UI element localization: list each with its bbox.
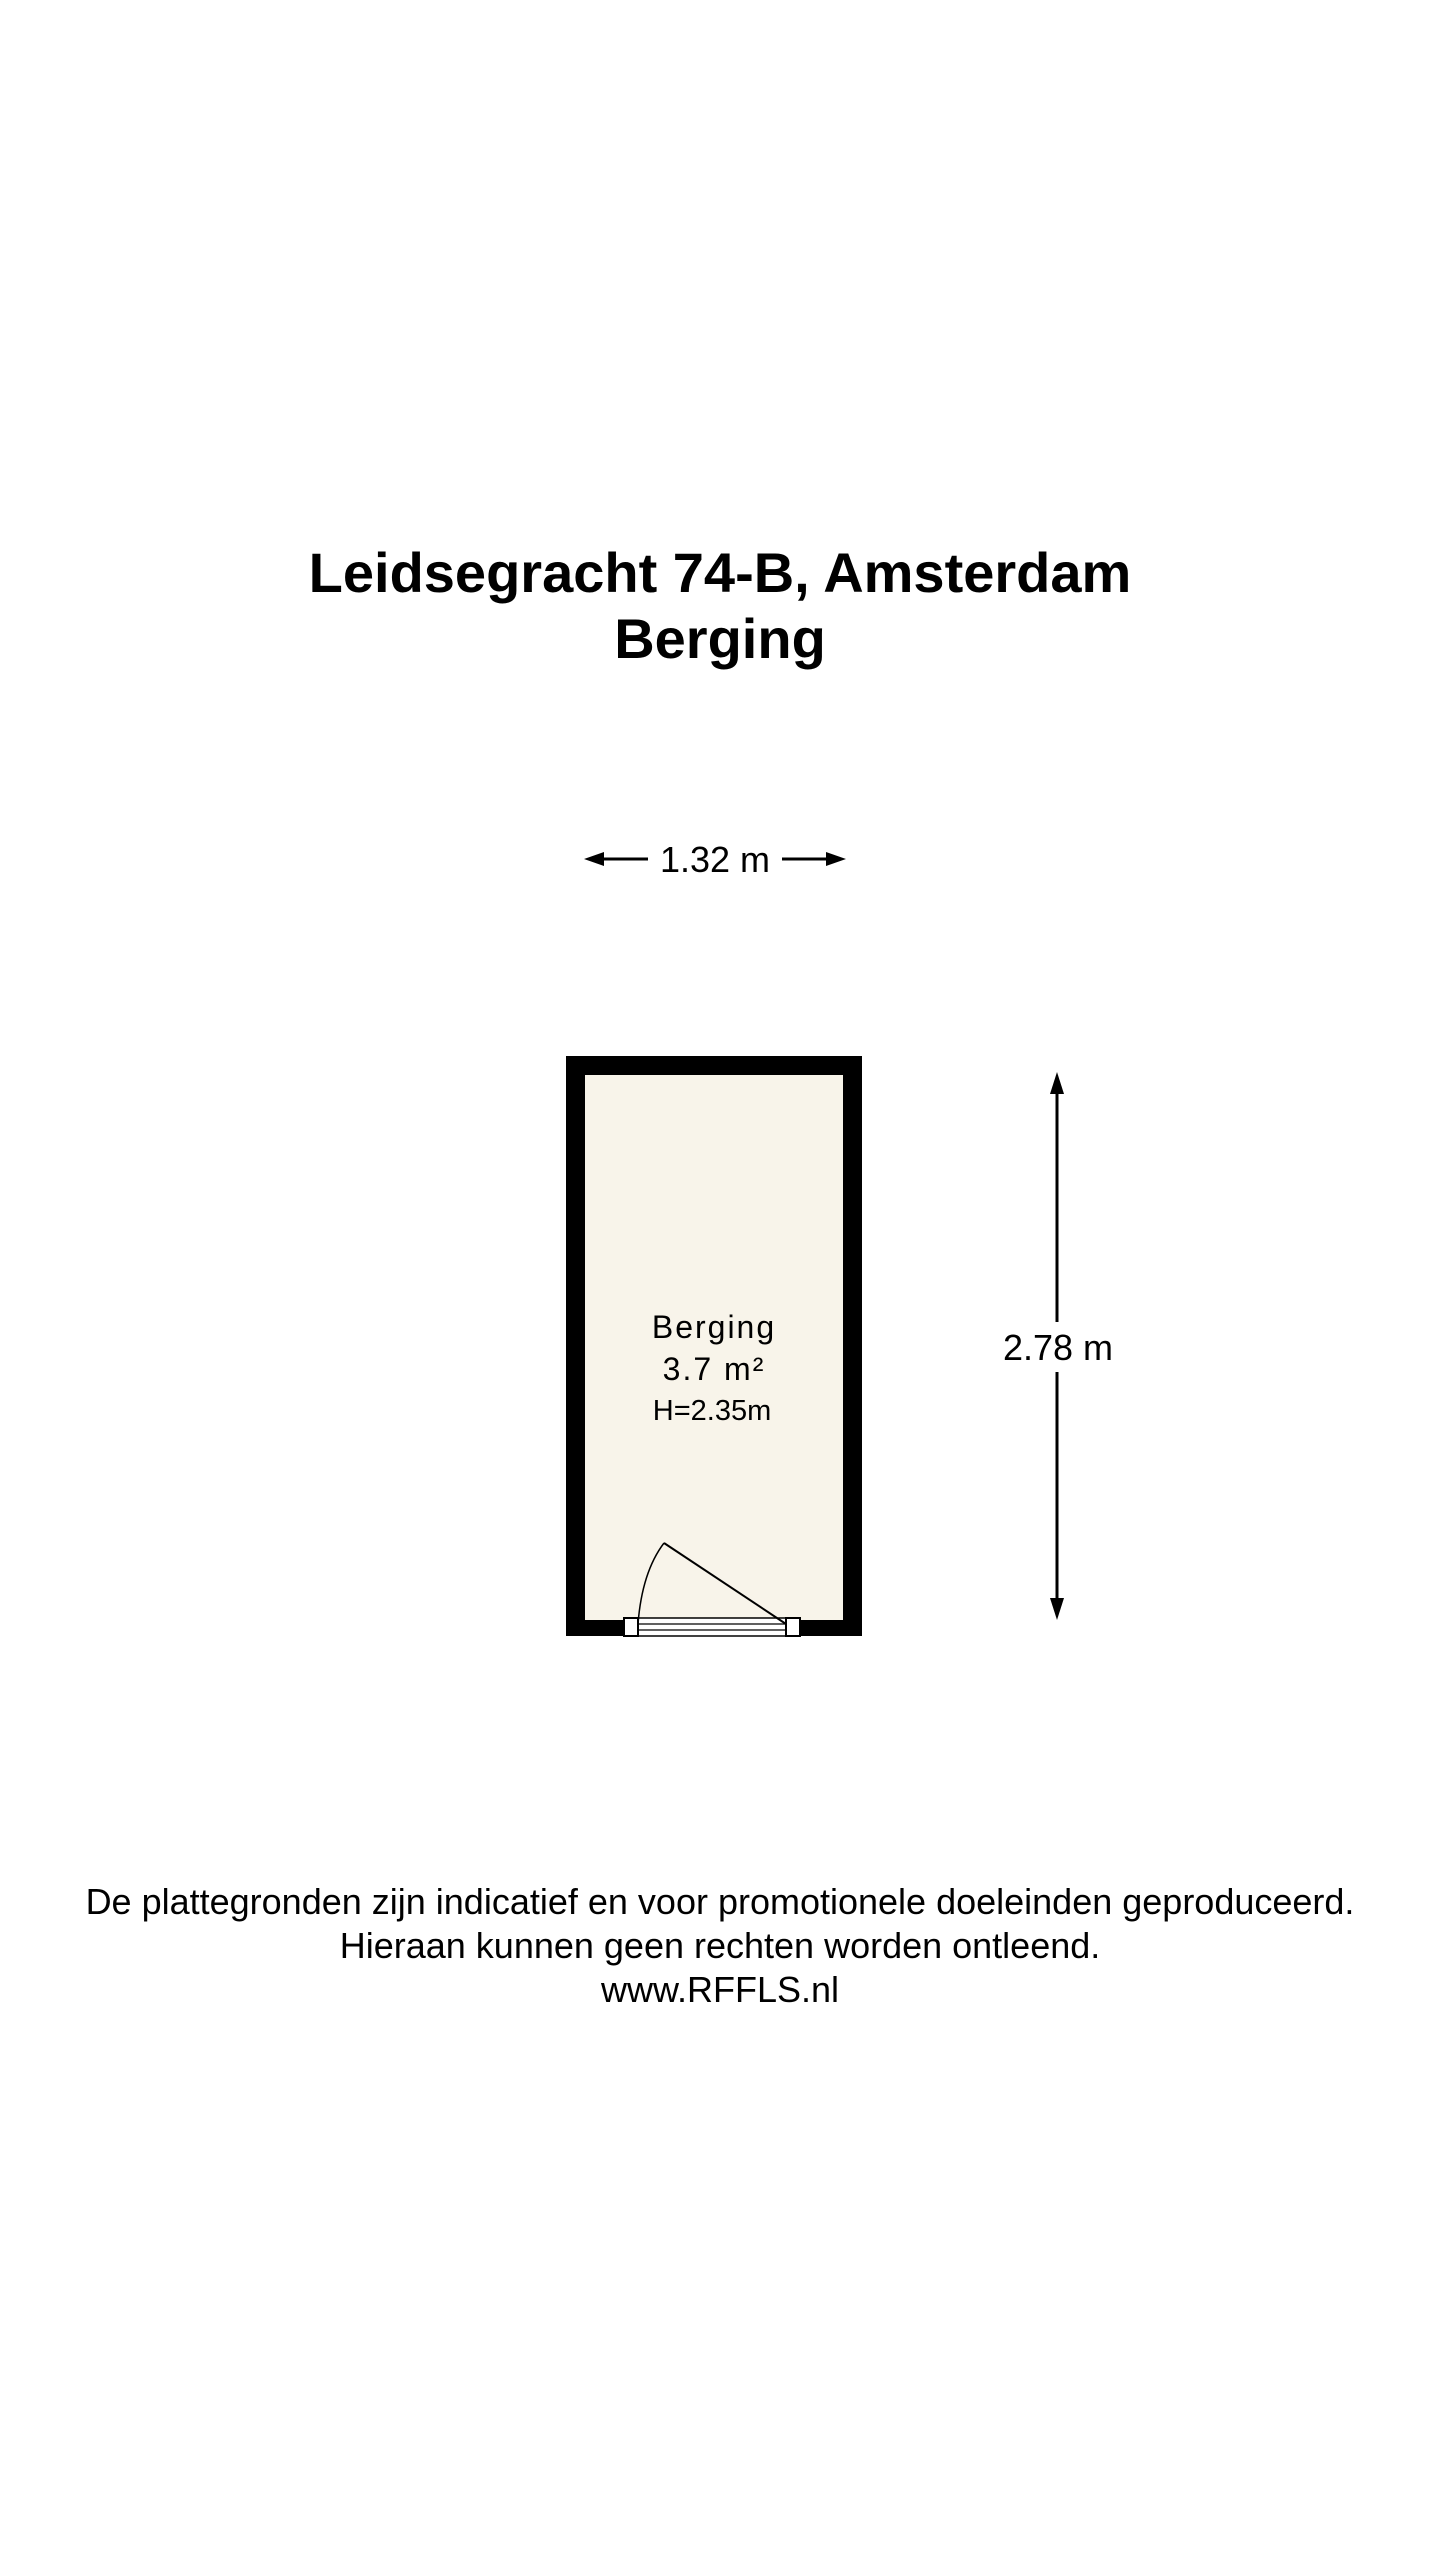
depth-arrow-bottom-head bbox=[1050, 1598, 1064, 1620]
floor-title: Berging bbox=[614, 607, 826, 670]
depth-arrow-top-head bbox=[1050, 1072, 1064, 1094]
width-dimension bbox=[584, 839, 846, 880]
page-title: Leidsegracht 74-B, Amsterdam bbox=[308, 541, 1132, 604]
disclaimer-line-1: De plattegronden zijn indicatief en voor promotionele doeleinden geproduceerd. bbox=[85, 1881, 1355, 1922]
door-jamb-right bbox=[786, 1618, 800, 1636]
width-arrow-left-head bbox=[584, 852, 604, 866]
width-dimension-label: 1.32 m bbox=[659, 839, 771, 880]
width-arrow-right-head bbox=[826, 852, 846, 866]
room-floor bbox=[585, 1075, 843, 1620]
door-opening bbox=[624, 1618, 800, 1636]
room-height-label: H=2.35m bbox=[652, 1395, 772, 1427]
room-area-label: 3.7 m² bbox=[662, 1351, 766, 1387]
depth-dimension bbox=[1003, 1072, 1113, 1620]
door-jamb-left bbox=[624, 1618, 638, 1636]
room-name-label: Berging bbox=[651, 1309, 777, 1345]
disclaimer-website: www.RFFLS.nl bbox=[600, 1969, 840, 2010]
disclaimer bbox=[0, 1880, 1440, 2012]
disclaimer-line-2: Hieraan kunnen geen rechten worden ontleend. bbox=[339, 1925, 1101, 1966]
depth-dimension-label: 2.78 m bbox=[1002, 1327, 1114, 1368]
